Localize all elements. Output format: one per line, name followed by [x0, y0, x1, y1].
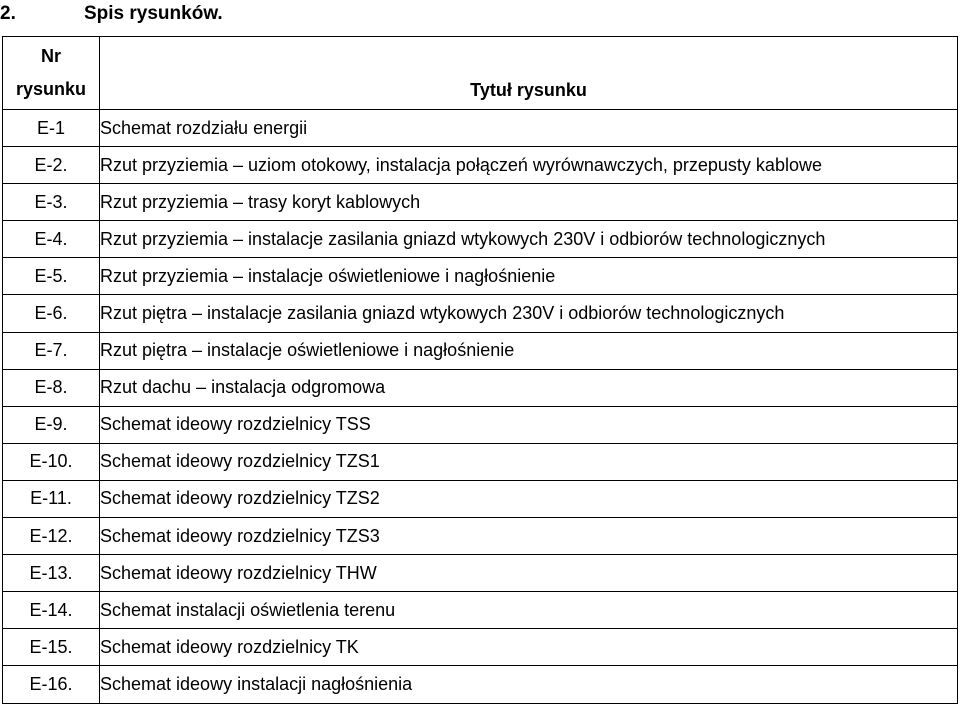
table-row	[3, 555, 958, 592]
section-number: 2.	[0, 3, 16, 24]
table-row	[3, 480, 958, 517]
table-body	[3, 110, 958, 704]
figure-title: Schemat ideowy rozdzielnicy TSS	[100, 406, 958, 443]
header-nr-line2: rysunku	[15, 79, 87, 99]
table-row	[3, 518, 958, 555]
figure-code: E-15.	[3, 629, 100, 666]
figure-code: E-3.	[3, 184, 100, 221]
figure-title: Schemat rozdziału energii	[100, 110, 958, 147]
table-row	[3, 592, 958, 629]
table-row	[3, 184, 958, 221]
table-row	[3, 110, 958, 147]
figure-code: E-5.	[3, 258, 100, 295]
figure-code: E-1	[3, 110, 100, 147]
figure-title: Schemat ideowy rozdzielnicy THW	[100, 555, 958, 592]
table-row	[3, 406, 958, 443]
figure-code: E-11.	[3, 480, 100, 517]
figure-title: Schemat ideowy rozdzielnicy TZS1	[100, 443, 958, 480]
table-row	[3, 295, 958, 332]
section-title: Spis rysunków.	[84, 3, 223, 24]
figure-code: E-16.	[3, 666, 100, 703]
figure-title: Rzut piętra – instalacje oświetleniowe i nagłośnienie	[100, 332, 958, 369]
header-figure-title: Tytuł rysunku	[100, 37, 958, 110]
table-row	[3, 258, 958, 295]
figure-title: Rzut przyziemia – instalacje zasilania gniazd wtykowych 230V i odbiorów technologicznych	[100, 221, 958, 258]
figure-code: E-7.	[3, 332, 100, 369]
figure-title: Rzut piętra – instalacje zasilania gniazd wtykowych 230V i odbiorów technologicznych	[100, 295, 958, 332]
figure-code: E-9.	[3, 406, 100, 443]
table-row	[3, 443, 958, 480]
table-header-row	[3, 37, 958, 110]
figures-table	[2, 36, 958, 704]
figure-title: Rzut przyziemia – instalacje oświetleniowe i nagłośnienie	[100, 258, 958, 295]
figure-code: E-14.	[3, 592, 100, 629]
table-row	[3, 629, 958, 666]
figure-code: E-8.	[3, 369, 100, 406]
figure-title: Schemat ideowy rozdzielnicy TZS3	[100, 518, 958, 555]
figure-code: E-12.	[3, 518, 100, 555]
figure-title: Schemat ideowy instalacji nagłośnienia	[100, 666, 958, 703]
table-row	[3, 369, 958, 406]
figure-title: Rzut dachu – instalacja odgromowa	[100, 369, 958, 406]
figure-code: E-13.	[3, 555, 100, 592]
figure-code: E-6.	[3, 295, 100, 332]
header-nr-line1: Nr	[40, 46, 61, 66]
figure-title: Schemat instalacji oświetlenia terenu	[100, 592, 958, 629]
figure-title: Schemat ideowy rozdzielnicy TK	[100, 629, 958, 666]
figure-code: E-10.	[3, 443, 100, 480]
figure-title: Schemat ideowy rozdzielnicy TZS2	[100, 480, 958, 517]
figure-title: Rzut przyziemia – trasy koryt kablowych	[100, 184, 958, 221]
table-row	[3, 666, 958, 703]
section-heading	[0, 0, 223, 34]
figure-code: E-2.	[3, 147, 100, 184]
table-row	[3, 332, 958, 369]
header-figure-number	[3, 37, 100, 110]
table-row	[3, 221, 958, 258]
table-row	[3, 147, 958, 184]
figure-code: E-4.	[3, 221, 100, 258]
figure-title: Rzut przyziemia – uziom otokowy, instalacja połączeń wyrównawczych, przepusty kablowe	[100, 147, 958, 184]
